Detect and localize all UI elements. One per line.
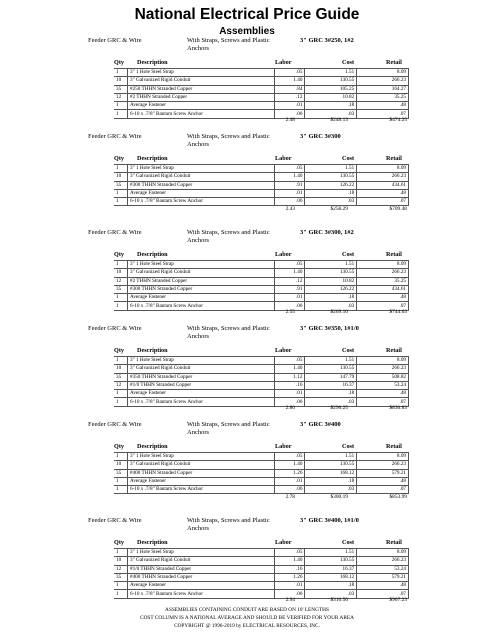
total-labor: 2.78 — [285, 493, 295, 500]
description-cell: #350 THHN Stranded Copper — [127, 373, 274, 381]
cost-cell: .18 — [305, 390, 357, 398]
description-cell: #300 THHN Stranded Copper — [127, 181, 274, 189]
cost-cell: 1.51 — [305, 453, 357, 461]
retail-cell: 8.09 — [357, 357, 409, 365]
description-cell: Average Fastener — [127, 102, 274, 110]
total-cost: $258.29 — [330, 205, 348, 212]
description-cell: #2 THHN Stranded Copper — [127, 277, 274, 285]
section-code: 3" GRC 3#300, 1#2 — [300, 229, 354, 236]
description-cell: 3" 1 Hole Steel Strap — [127, 69, 274, 77]
qty-cell: 35 — [114, 469, 127, 477]
labor-cell: .16 — [274, 565, 305, 573]
total-cost: $300.19 — [330, 493, 348, 500]
cost-cell: .03 — [305, 398, 357, 406]
retail-cell: 434.61 — [357, 285, 409, 293]
retail-cell: .07 — [357, 398, 409, 406]
table-row — [114, 277, 409, 285]
section-type: With Straps, Screws and Plastic Anchors — [187, 37, 270, 52]
labor-cell: .01 — [274, 582, 305, 590]
section-type: With Straps, Screws and Plastic Anchors — [187, 517, 270, 532]
labor-cell: .16 — [274, 381, 305, 389]
qty-header: Qty — [114, 443, 124, 450]
description-cell: Average Fastener — [127, 189, 274, 197]
table-row — [114, 557, 409, 565]
column-headers — [0, 443, 494, 451]
retail-header: Retail — [386, 347, 402, 354]
description-header: Description — [137, 539, 168, 546]
table-row — [114, 365, 409, 373]
qty-cell: 35 — [114, 573, 127, 581]
table-row — [114, 285, 409, 293]
cost-header: Cost — [342, 155, 355, 162]
table-row — [114, 582, 409, 590]
total-labor: 2.80 — [285, 405, 295, 412]
section-type: With Straps, Screws and Plastic Anchors — [187, 421, 270, 436]
labor-cell: .91 — [274, 181, 305, 189]
retail-cell: 35.25 — [357, 93, 409, 101]
retail-cell: .48 — [357, 582, 409, 590]
table-row — [114, 549, 409, 557]
section-header — [0, 325, 494, 345]
table-row — [114, 93, 409, 101]
table-row — [114, 261, 409, 269]
retail-header: Retail — [386, 539, 402, 546]
table-row — [114, 565, 409, 573]
items-table — [114, 548, 409, 599]
retail-header: Retail — [386, 443, 402, 450]
items-table — [114, 356, 409, 407]
cost-cell: 16.37 — [305, 565, 357, 573]
footer-line: ASSEMBLIES CONTAINING CONDUIT ARE BASED ON 10' LENGTHS — [165, 607, 329, 613]
labor-cell: 1.26 — [274, 573, 305, 581]
retail-cell: .07 — [357, 590, 409, 598]
qty-header: Qty — [114, 59, 124, 66]
cost-cell: 16.37 — [305, 381, 357, 389]
cost-cell: .18 — [305, 189, 357, 197]
description-cell: #250 THHN Stranded Copper — [127, 85, 274, 93]
retail-header: Retail — [386, 155, 402, 162]
qty-cell: 10 — [114, 365, 127, 373]
labor-cell: .01 — [274, 189, 305, 197]
retail-cell: 266.23 — [357, 461, 409, 469]
labor-cell: .06 — [274, 302, 305, 310]
description-cell: 3" Galvanized Rigid Conduit — [127, 557, 274, 565]
description-cell: Average Fastener — [127, 582, 274, 590]
description-cell: Average Fastener — [127, 390, 274, 398]
description-cell: #1/0 THHN Stranded Copper — [127, 565, 274, 573]
total-retail: $836.83 — [389, 405, 407, 412]
total-cost: $316.56 — [330, 597, 348, 604]
labor-cell: 1.40 — [274, 77, 305, 85]
labor-header: Labor — [275, 155, 292, 162]
qty-cell: 1 — [114, 582, 127, 590]
table-row — [114, 469, 409, 477]
total-labor: 2.94 — [285, 597, 295, 604]
section-header — [0, 37, 494, 57]
section-code: 3" GRC 3#400, 1#1/0 — [300, 517, 359, 524]
qty-cell: 1 — [114, 549, 127, 557]
table-row — [114, 165, 409, 173]
labor-cell: .06 — [274, 590, 305, 598]
qty-cell: 1 — [114, 69, 127, 77]
total-cost: $296.25 — [330, 405, 348, 412]
qty-cell: 1 — [114, 477, 127, 485]
cost-cell: 1.51 — [305, 69, 357, 77]
section-header — [0, 229, 494, 249]
assembly-section — [0, 421, 494, 517]
section-code: 3" GRC 3#250, 1#2 — [300, 37, 354, 44]
cost-cell: 130.55 — [305, 461, 357, 469]
labor-header: Labor — [275, 443, 292, 450]
retail-cell: 8.09 — [357, 549, 409, 557]
retail-cell: .07 — [357, 110, 409, 118]
section-type: With Straps, Screws and Plastic Anchors — [187, 133, 270, 148]
section-category: Feeder GRC & Wire — [88, 325, 142, 332]
cost-header: Cost — [342, 539, 355, 546]
cost-cell: .03 — [305, 590, 357, 598]
assembly-section — [0, 133, 494, 229]
retail-cell: 35.25 — [357, 277, 409, 285]
total-retail: $907.23 — [389, 597, 407, 604]
labor-cell: .91 — [274, 285, 305, 293]
labor-header: Labor — [275, 347, 292, 354]
qty-cell: 12 — [114, 381, 127, 389]
cost-cell: .18 — [305, 582, 357, 590]
table-row — [114, 573, 409, 581]
assembly-section — [0, 325, 494, 421]
labor-cell: .05 — [274, 549, 305, 557]
items-table — [114, 452, 409, 494]
cost-cell: 126.22 — [305, 181, 357, 189]
cost-cell: 1.51 — [305, 549, 357, 557]
qty-cell: 1 — [114, 189, 127, 197]
table-row — [114, 189, 409, 197]
labor-cell: .05 — [274, 261, 305, 269]
retail-cell: 508.82 — [357, 373, 409, 381]
cost-cell: 168.12 — [305, 573, 357, 581]
table-row — [114, 69, 409, 77]
description-cell: Average Fastener — [127, 294, 274, 302]
cost-cell: 10.82 — [305, 277, 357, 285]
labor-header: Labor — [275, 539, 292, 546]
qty-cell: 12 — [114, 93, 127, 101]
section-category: Feeder GRC & Wire — [88, 517, 142, 524]
cost-cell: 1.51 — [305, 165, 357, 173]
cost-cell: 168.12 — [305, 469, 357, 477]
qty-cell: 10 — [114, 77, 127, 85]
total-labor: 2.55 — [285, 309, 295, 316]
labor-cell: .12 — [274, 93, 305, 101]
qty-cell: 35 — [114, 85, 127, 93]
retail-cell: .48 — [357, 189, 409, 197]
section-code: 3" GRC 3#400 — [300, 421, 341, 428]
description-cell: #400 THHN Stranded Copper — [127, 573, 274, 581]
footer-line: COPYRIGHT @ 1996-2019 by ELECTRICAL RESOURCES, INC. — [174, 623, 320, 629]
labor-cell: .01 — [274, 294, 305, 302]
description-cell: #1/0 THHN Stranded Copper — [127, 381, 274, 389]
labor-cell: 1.12 — [274, 373, 305, 381]
retail-cell: .07 — [357, 198, 409, 206]
labor-cell: 1.40 — [274, 269, 305, 277]
section-type: With Straps, Screws and Plastic Anchors — [187, 229, 270, 244]
cost-cell: .03 — [305, 486, 357, 494]
labor-cell: .84 — [274, 85, 305, 93]
retail-cell: 579.21 — [357, 469, 409, 477]
retail-cell: 8.09 — [357, 261, 409, 269]
qty-header: Qty — [114, 347, 124, 354]
cost-cell: .03 — [305, 198, 357, 206]
table-row — [114, 381, 409, 389]
retail-cell: .48 — [357, 477, 409, 485]
table-row — [114, 453, 409, 461]
assembly-section — [0, 37, 494, 133]
retail-cell: .07 — [357, 486, 409, 494]
description-cell: 3" 1 Hole Steel Strap — [127, 453, 274, 461]
total-retail: $744.63 — [389, 309, 407, 316]
assembly-sections — [0, 37, 494, 613]
table-row — [114, 373, 409, 381]
cost-cell: 126.22 — [305, 285, 357, 293]
table-row — [114, 77, 409, 85]
cost-header: Cost — [342, 443, 355, 450]
qty-cell: 12 — [114, 277, 127, 285]
section-category: Feeder GRC & Wire — [88, 229, 142, 236]
cost-cell: 147.79 — [305, 373, 357, 381]
qty-cell: 1 — [114, 165, 127, 173]
qty-cell: 12 — [114, 565, 127, 573]
qty-header: Qty — [114, 251, 124, 258]
retail-cell: 579.21 — [357, 573, 409, 581]
retail-cell: .07 — [357, 302, 409, 310]
description-cell: 3" Galvanized Rigid Conduit — [127, 77, 274, 85]
retail-cell: 53.24 — [357, 381, 409, 389]
description-cell: 3" 1 Hole Steel Strap — [127, 357, 274, 365]
description-cell: 3" Galvanized Rigid Conduit — [127, 365, 274, 373]
table-row — [114, 102, 409, 110]
retail-cell: .48 — [357, 294, 409, 302]
cost-cell: 105.25 — [305, 85, 357, 93]
footer-line: COST COLUMN IS A NATIONAL AVERAGE AND SHOULD BE VERIFIED FOR YOUR AREA — [140, 615, 354, 621]
cost-cell: 1.51 — [305, 261, 357, 269]
qty-cell: 1 — [114, 486, 127, 494]
retail-cell: 434.61 — [357, 181, 409, 189]
description-cell: #2 THHN Stranded Copper — [127, 93, 274, 101]
qty-cell: 1 — [114, 294, 127, 302]
retail-cell: 266.23 — [357, 269, 409, 277]
labor-cell: .05 — [274, 69, 305, 77]
labor-cell: 1.40 — [274, 365, 305, 373]
table-row — [114, 390, 409, 398]
total-cost: $248.13 — [330, 117, 348, 124]
section-header — [0, 421, 494, 441]
qty-cell: 1 — [114, 390, 127, 398]
qty-header: Qty — [114, 539, 124, 546]
qty-cell: 1 — [114, 398, 127, 406]
table-row — [114, 461, 409, 469]
table-row — [114, 181, 409, 189]
section-code: 3" GRC 3#300 — [300, 133, 341, 140]
labor-cell: .06 — [274, 110, 305, 118]
cost-cell: 130.55 — [305, 269, 357, 277]
section-category: Feeder GRC & Wire — [88, 133, 142, 140]
assembly-section — [0, 517, 494, 613]
total-labor: 2.48 — [285, 117, 295, 124]
description-header: Description — [137, 155, 168, 162]
qty-cell: 1 — [114, 261, 127, 269]
qty-cell: 10 — [114, 461, 127, 469]
description-cell: 3" Galvanized Rigid Conduit — [127, 269, 274, 277]
retail-cell: 266.23 — [357, 173, 409, 181]
description-cell: 6-10 x .7/8" Bantam Screw Anchor — [127, 590, 274, 598]
total-labor: 2.43 — [285, 205, 295, 212]
description-header: Description — [137, 59, 168, 66]
table-row — [114, 294, 409, 302]
labor-cell: .01 — [274, 102, 305, 110]
description-cell: 6-10 x .7/8" Bantam Screw Anchor — [127, 398, 274, 406]
column-headers — [0, 347, 494, 355]
cost-header: Cost — [342, 251, 355, 258]
cost-cell: 130.55 — [305, 173, 357, 181]
table-row — [114, 477, 409, 485]
retail-cell: 266.23 — [357, 365, 409, 373]
table-row — [114, 173, 409, 181]
table-row — [114, 269, 409, 277]
qty-cell: 1 — [114, 110, 127, 118]
labor-cell: .06 — [274, 398, 305, 406]
labor-cell: 1.40 — [274, 461, 305, 469]
total-retail: $474.25 — [389, 117, 407, 124]
cost-cell: .18 — [305, 477, 357, 485]
description-cell: 6-10 x .7/8" Bantam Screw Anchor — [127, 198, 274, 206]
section-category: Feeder GRC & Wire — [88, 37, 142, 44]
column-headers — [0, 539, 494, 547]
total-retail: $709.48 — [389, 205, 407, 212]
retail-cell: 53.24 — [357, 565, 409, 573]
qty-cell: 1 — [114, 302, 127, 310]
page-footer — [0, 606, 494, 630]
qty-cell: 1 — [114, 453, 127, 461]
labor-cell: .05 — [274, 357, 305, 365]
section-category: Feeder GRC & Wire — [88, 421, 142, 428]
qty-cell: 1 — [114, 198, 127, 206]
cost-cell: .18 — [305, 102, 357, 110]
description-cell: 6-10 x .7/8" Bantam Screw Anchor — [127, 302, 274, 310]
labor-cell: 1.40 — [274, 557, 305, 565]
labor-header: Labor — [275, 59, 292, 66]
retail-cell: 8.09 — [357, 69, 409, 77]
qty-cell: 10 — [114, 173, 127, 181]
items-table — [114, 164, 409, 206]
section-header — [0, 517, 494, 537]
labor-cell: .06 — [274, 486, 305, 494]
items-table — [114, 68, 409, 119]
labor-cell: .05 — [274, 453, 305, 461]
retail-header: Retail — [386, 59, 402, 66]
section-header — [0, 133, 494, 153]
qty-cell: 10 — [114, 269, 127, 277]
labor-cell: .01 — [274, 390, 305, 398]
labor-cell: 1.40 — [274, 173, 305, 181]
retail-cell: 8.09 — [357, 165, 409, 173]
table-row — [114, 85, 409, 93]
cost-cell: 130.55 — [305, 557, 357, 565]
cost-cell: 10.82 — [305, 93, 357, 101]
description-cell: Average Fastener — [127, 477, 274, 485]
retail-cell: .48 — [357, 390, 409, 398]
description-cell: 6-10 x .7/8" Bantam Screw Anchor — [127, 486, 274, 494]
page-title: National Electrical Price Guide — [134, 6, 360, 23]
retail-cell: 164.27 — [357, 85, 409, 93]
qty-cell: 1 — [114, 102, 127, 110]
total-retail: $853.99 — [389, 493, 407, 500]
retail-cell: .48 — [357, 102, 409, 110]
labor-cell: .12 — [274, 277, 305, 285]
description-header: Description — [137, 251, 168, 258]
section-type: With Straps, Screws and Plastic Anchors — [187, 325, 270, 340]
retail-cell: 8.09 — [357, 453, 409, 461]
description-cell: #300 THHN Stranded Copper — [127, 285, 274, 293]
page-subtitle: Assemblies — [219, 26, 275, 37]
description-cell: 6-10 x .7/8" Bantam Screw Anchor — [127, 110, 274, 118]
labor-cell: .06 — [274, 198, 305, 206]
description-cell: 3" Galvanized Rigid Conduit — [127, 173, 274, 181]
description-cell: #400 THHN Stranded Copper — [127, 469, 274, 477]
cost-cell: 130.55 — [305, 77, 357, 85]
cost-cell: .18 — [305, 294, 357, 302]
description-cell: 3" 1 Hole Steel Strap — [127, 261, 274, 269]
column-headers — [0, 59, 494, 67]
labor-header: Labor — [275, 251, 292, 258]
qty-cell: 35 — [114, 181, 127, 189]
description-header: Description — [137, 443, 168, 450]
cost-header: Cost — [342, 59, 355, 66]
section-code: 3" GRC 3#350, 1#1/0 — [300, 325, 359, 332]
cost-cell: 1.51 — [305, 357, 357, 365]
retail-cell: 266.23 — [357, 557, 409, 565]
labor-cell: .05 — [274, 165, 305, 173]
qty-cell: 1 — [114, 357, 127, 365]
items-table — [114, 260, 409, 311]
cost-cell: 130.55 — [305, 365, 357, 373]
retail-header: Retail — [386, 251, 402, 258]
cost-cell: .03 — [305, 110, 357, 118]
qty-cell: 35 — [114, 373, 127, 381]
cost-header: Cost — [342, 347, 355, 354]
qty-header: Qty — [114, 155, 124, 162]
cost-cell: .03 — [305, 302, 357, 310]
qty-cell: 10 — [114, 557, 127, 565]
description-header: Description — [137, 347, 168, 354]
labor-cell: .01 — [274, 477, 305, 485]
description-cell: 3" 1 Hole Steel Strap — [127, 165, 274, 173]
qty-cell: 35 — [114, 285, 127, 293]
qty-cell: 1 — [114, 590, 127, 598]
labor-cell: 1.26 — [274, 469, 305, 477]
table-row — [114, 357, 409, 365]
column-headers — [0, 155, 494, 163]
description-cell: 3" Galvanized Rigid Conduit — [127, 461, 274, 469]
retail-cell: 266.23 — [357, 77, 409, 85]
column-headers — [0, 251, 494, 259]
total-cost: $269.10 — [330, 309, 348, 316]
assembly-section — [0, 229, 494, 325]
description-cell: 3" 1 Hole Steel Strap — [127, 549, 274, 557]
